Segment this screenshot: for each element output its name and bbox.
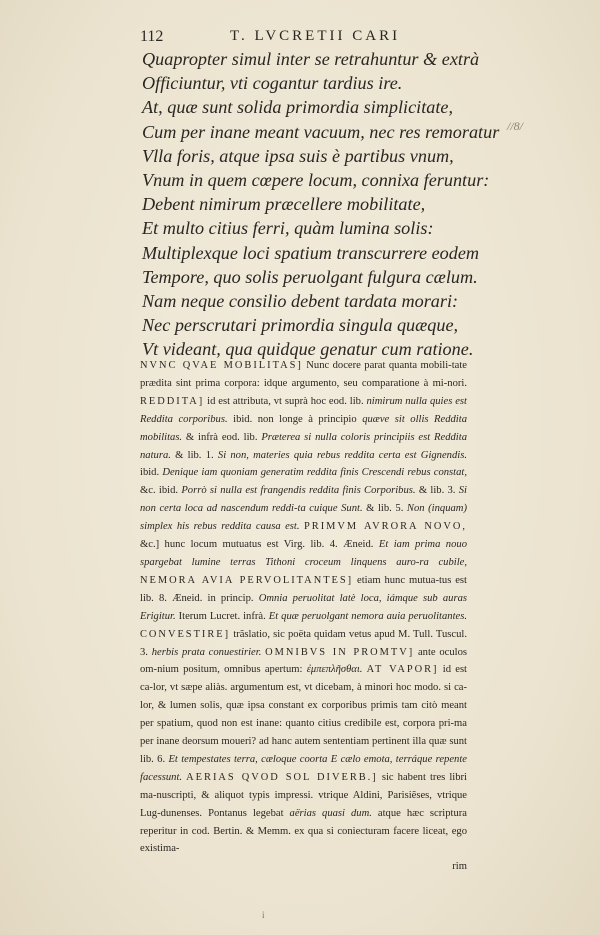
lemma: CONVESTIRE] (140, 628, 231, 640)
greek-word: ἐμπεπλῆσθαι. (306, 664, 363, 676)
commentary-text: & lib. 1. (170, 449, 218, 461)
quotation: Et tempestates terra, cæloque coorta E cælo emota, terráque repente facessunt. (140, 753, 467, 783)
quotation: Omnia peruolitat latè loca, iámque sub auras Erigitur. (140, 592, 467, 622)
verse-line: At, quæ sunt solida primordia simplicitate, (142, 97, 454, 118)
lemma: PRIMVM AVRORA NOVO, (304, 521, 467, 533)
verse-line: Vt videant, qua quidque genatur cum ratione. (142, 339, 474, 360)
commentary-text: Nunc docere parat quanta mobili-tate prædita sint prima corpora: idque argumento, seu comparatione à mi-nori. (140, 360, 467, 389)
running-title: T. LVCRETII CARI (230, 28, 401, 44)
commentary-text: Iterum Lucret. infrà. (175, 610, 269, 622)
lemma: REDDITA] (140, 395, 205, 407)
quotation: Denique iam quoniam generatim reddita finis Crescendi rebus constat, (162, 467, 467, 479)
quotation: Si non, materies quia rebus reddita certa est Gignendis. (217, 449, 467, 461)
catchword: rim (452, 861, 467, 873)
commentary-text: & infrà eod. lib. (182, 431, 262, 443)
commentary-text: ante oculos om-nium positum, omnibus apertum: (140, 646, 468, 676)
commentary-text: id est ca-lor, vt sæpe aliàs. argumentum est, vt dicebam, à minori hoc modo. si ca-lor, & lumen solis, quæ ipsa constant ex corporibus primis tam citò meant per spatium, quod non est inane: quanto citius credibile est, corpora pri-ma per inane deorsum moueri? ad hanc autem sententiam pertinent illa quæ sunt lib. 6. (140, 664, 468, 765)
commentary-text: ibid. non longe à principio (227, 413, 363, 425)
quotation: Præterea si nulla coloris principiis est Reddita natura. (140, 431, 467, 461)
commentary-text: trãslatio, sic poëta quidam vetus apud M. Tull. Tuscul. 3. (140, 628, 467, 658)
commentary-text: &c.] hunc locum mutuatus est Virg. lib. 4. Æneid. (140, 539, 379, 551)
quotation: herbis prata conuestirier. (151, 646, 262, 658)
quotation: aërias quasi dum. (289, 807, 372, 819)
verse-line: Quapropter simul inter se retrahuntur & extrà (142, 49, 480, 69)
verse-line: Vlla foris, atque ipsa suis è partibus vnum, (142, 145, 454, 166)
lemma: AERIAS QVOD SOL DIVERB.] (186, 771, 378, 783)
lemma: NEMORA AVIA PERVOLITANTES] (140, 574, 354, 586)
verse-line: Vnum in quem cœpere locum, connixa feruntur: (142, 170, 490, 191)
commentary-text: etiam hunc mutua-tus est lib. 8. Æneid. in princip. (140, 574, 467, 604)
quotation: Porrò si nulla est frangendis reddita finis Corporibus. (181, 485, 416, 497)
quotation: Et iam prima nouo spargebat lumine terras Tithoni croceum linquens auro-ra cubile, (140, 539, 467, 568)
verse-line: Tempore, quo solis peruolgant fulgura cælum. (142, 266, 478, 287)
verse-line: Multiplexque loci spatium transcurrere eodem (142, 242, 480, 263)
verse-line: Officiuntur, vti cogantur tardius ire. (142, 73, 403, 94)
lemma: AT VAPOR] (366, 664, 439, 676)
page-number: 112 (140, 28, 164, 45)
quotation: Et quæ peruolgant nemora auia peruolitantes. (268, 610, 467, 622)
commentary-text: id est attributa, vt suprà hoc eod. lib. (204, 395, 367, 407)
verse-line: Et multo citius ferri, quàm lumina solis: (142, 218, 434, 239)
quotation: quæve sit ollis Reddita mobilitas. (140, 413, 467, 443)
quotation: Non (inquam) simplex his rebus reddita causa est. (140, 503, 467, 533)
verse-block (142, 47, 500, 362)
commentary-block (140, 357, 467, 876)
commentary-text: & lib. 3. (415, 485, 459, 497)
margin-annotation: //8/ (507, 119, 524, 133)
commentary-text: sic habent tres libri ma-nuscripti, & aliquot typis impressi. vtrique Aldini, Parisiẽses, vtrique Lug-dunenses. Pontanus legebat (140, 771, 467, 819)
commentary-text: & lib. 5. (362, 503, 407, 515)
footer-mark: i (262, 910, 265, 920)
lemma: NVNC QVAE MOBILITAS] (140, 360, 303, 371)
commentary-text: &c. ibid. (140, 485, 182, 497)
commentary-text: atque hæc scriptura reperitur in cod. Bertin. & Memm. ex qua si coniecturam facere liceat, ego existima- (140, 807, 467, 855)
lemma: OMNIBVS IN PROMTV] (265, 646, 415, 658)
quotation: nimirum nulla quies est Reddita corporibus. (140, 395, 467, 425)
verse-line: Debent nimirum præcellere mobilitate, (142, 194, 426, 215)
verse-line: Nec perscrutari primordia singula quæque, (142, 315, 459, 336)
verse-line: Cum per inane meant vacuum, nec res remoratur (142, 121, 500, 142)
commentary-text: ibid. (140, 467, 163, 479)
verse-line: Nam neque consilio debent tardata morari: (142, 291, 459, 312)
quotation: Si non certa loca ad nascendum reddi-ta cuique Sunt. (140, 485, 467, 515)
commentary-paragraph (140, 357, 467, 876)
